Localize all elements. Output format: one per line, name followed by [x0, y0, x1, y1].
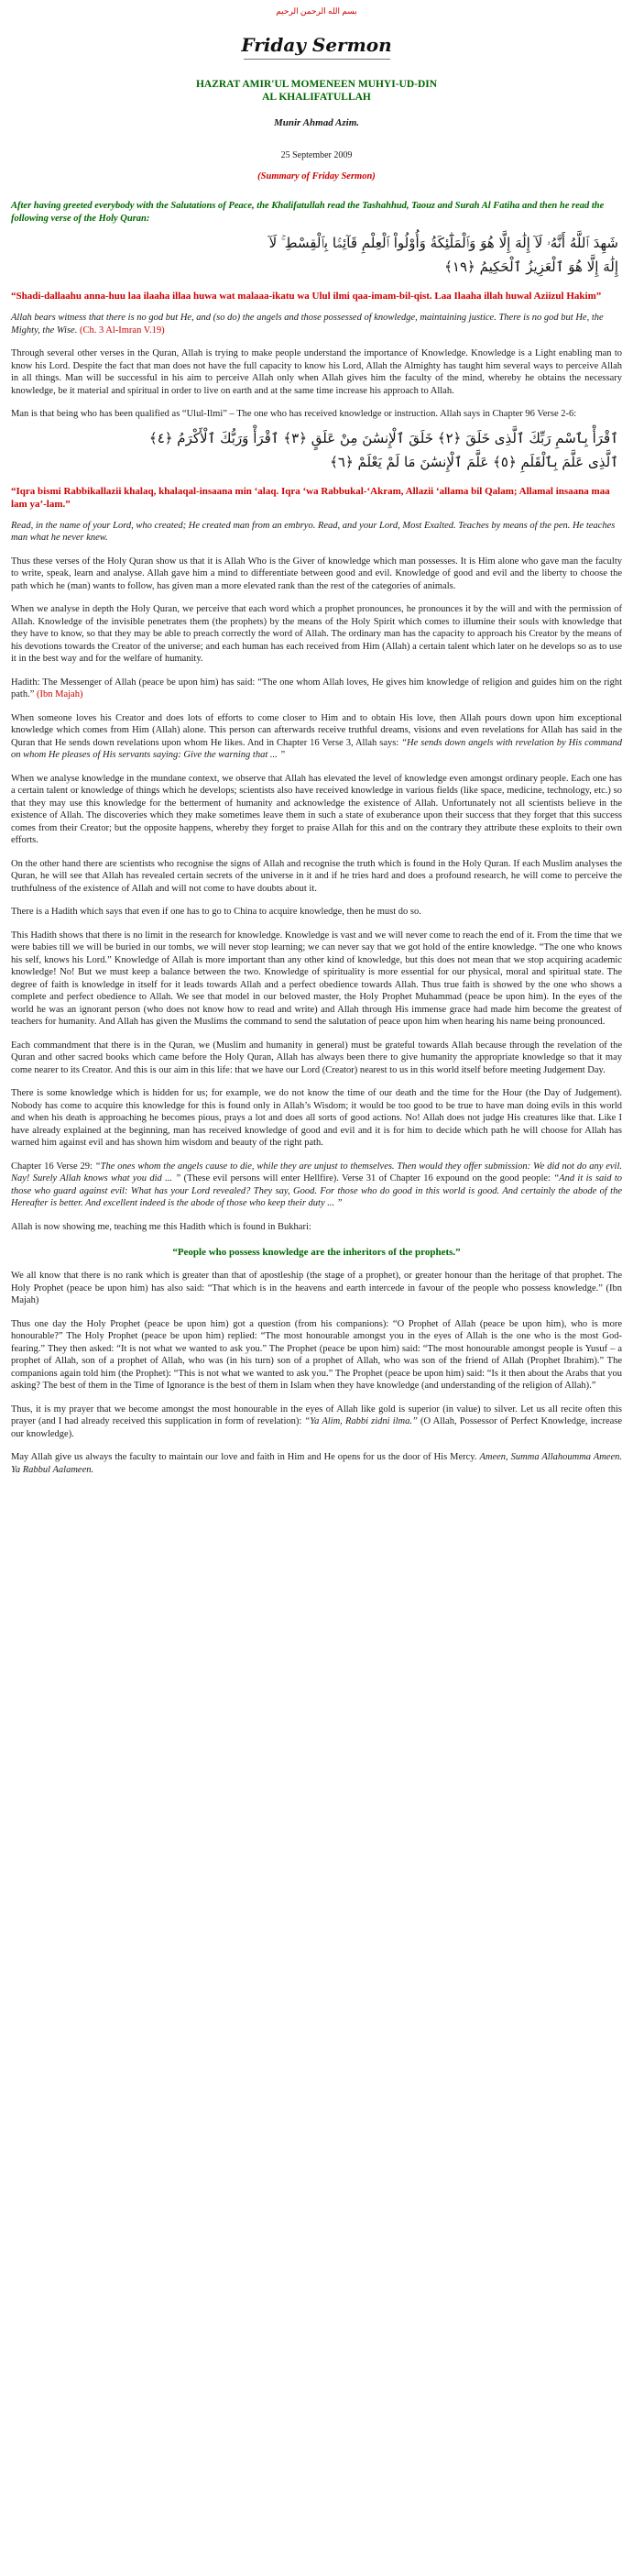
intro-paragraph: After having greeted everybody with the Salutations of Peace, the Khalifatullah read the Tashahhud, Taouz and Surah Al Fatiha and then he read the following verse of the Holy Quran:	[11, 201, 605, 224]
paragraph-13-middle: (These evil persons will enter Hellfire). Verse 31 of Chapter 16 expound on the good people:	[183, 1173, 551, 1183]
paragraph-6-quote: “He sends down angels with revelation by His command on whom He pleases of His servants saying: Give the warning that ... ”	[11, 737, 622, 760]
paragraph-18-text: May Allah give us always the faculty to maintain our love and faith in Him and He opens for us the door of His Mercy.	[11, 1452, 477, 1462]
paragraph-7: When we analyse knowledge in the mundane context, we observe that Allah has elevated the level of knowledge even amongst ordinary people. Each one has a certain talent or knowledge of things which he develops; scientists also have received knowledge in various fields (like space, medicine, technology, etc.) so that they may use this knowledge for the betterment of humanity and acknowledge the existence of Allah. Unfortunately not all scientists believe in the existence of Allah. The discoveries which they make sometimes leave them in such a state of exuberance upon their success that they forget that this success comes from their Creator; but the opposite happens, whereby they forget to praise Allah for this and on the contrary they attribute these exploits to their own efforts.	[11, 773, 622, 845]
paragraph-9: There is a Hadith which says that even if one has to go to China to acquire knowledge, then he must do so.	[11, 907, 421, 917]
paragraph-18	[11, 1451, 622, 1476]
paragraph-15: We all know that there is no rank which is greater than that of apostleship (the stage of a prophet), or greater honour than the heritage of that prophet. The Holy Prophet (peace be upon him) has also said: “That which is in the heavens and earth intercede in favour of the people who possess knowledge.” (Ibn Majah)	[11, 1271, 622, 1305]
bismillah: بسم الله الرحمن الرحيم	[276, 6, 357, 16]
paragraph-5-reference: (Ibn Majah)	[37, 689, 83, 699]
paragraph-13	[11, 1161, 622, 1210]
paragraph-16: Thus one day the Holy Prophet (peace be upon him) got a question (from his companions): “O Prophet of Allah (peace be upon him), who is more honourable?” The Holy Prophet (peace be upon him) replied: “The most honourable amongst you in the eyes of Allah is the one who is the most God-fearing.” They then asked: “It is not what we wanted to ask you.” The Prophet (peace be upon him) said: “The most honourable amongst people is Yusuf – a prophet of Allah, son of a prophet of Allah, who was (in his turn) son of a prophet of Allah, who was son of the friend of Allah (Prophet Ibrahim).” The companions again told him (the Prophet): “This is not what we wanted to ask you.” The Prophet (peace be upon him) said: “Is it then about the Arabs that you asking? The best of them in the Time of Ignorance is the best of them in Islam when they have knowledge (and understanding of the religion of Allah).”	[11, 1318, 622, 1391]
sermon-date: 25 September 2009	[280, 150, 353, 160]
paragraph-13-quote-2: “And it is said to those who guard against evil: What has your Lord revealed? They say, Good. For those who do good in this world is good. And certainly the abode of the Hereafter is better. And excellent indeed is the abode of those who keep their duty ... ”	[11, 1173, 623, 1208]
paragraph-12: There is some knowledge which is hidden for us; for example, we do not know the time of our death and the time for the Hour (the Day of Judgement). Nobody has come to acquire this knowledge for this is found only in Allah’s Wisdom; it would be too good to be true to have man doing evils in this world and when his death is approaching he becomes pious, prays a lot and does all sorts of good actions. No! Allah does not judge His creatures like that. Like I have already explained at the beginning, man has received knowledge of good and evil and it is for him to decide which path he will choose for Allah has warned him against evil and has shown him wisdom and beauty of the right path.	[11, 1088, 622, 1148]
speaker-name: Munir Ahmad Azim.	[273, 117, 360, 128]
verse-2-arabic	[15, 426, 618, 474]
paragraph-5	[11, 677, 622, 701]
author-line-2: AL KHALIFATULLAH	[262, 92, 371, 103]
author-heading	[11, 78, 622, 104]
paragraph-17-tail: (O Allah, Possessor of Perfect Knowledge, increase our knowledge).	[11, 1416, 623, 1439]
paragraph-5-text: Hadith: The Messenger of Allah (peace be upon him) has said: “The one whom Allah loves, He gives him knowledge of religion and guides him on the right path.”	[11, 677, 622, 699]
verse-1-arabic-line-2: إِلَٰهَ إِلَّا هُوَ ٱلْعَزِيزُ ٱلْحَكِيمُ ﴿١٩﴾	[444, 259, 618, 275]
paragraph-18-closing: Ameen, Summa Allahoumma Ameen. Ya Rabbul Aalameen.	[11, 1452, 623, 1475]
paragraph-8: On the other hand there are scientists who recognise the signs of Allah and recognise the truth which is found in the Holy Quran. If each Muslim analyses the Quran, he will see that Allah has revealed certain secrets of the universe in it and if he tries hard and does a profound research, he will come to perceive the truthfulness of the existence of Allah and will not come to have doubts about it.	[11, 858, 622, 894]
author-line-1: HAZRAT AMIR'UL MOMENEEN MUHYI-UD-DIN	[195, 79, 438, 90]
verse-1-arabic-line-1: شَهِدَ ٱللَّهُ أَنَّهُۥ لَآ إِلَٰهَ إِلَّا هُوَ وَٱلْمَلَٰٓئِكَةُ وَأُوْلُواْ ٱلْعِلْمِ قَآئِمَۢا بِٱلْقِسْطِ ۚ لَآ	[268, 235, 618, 251]
paragraph-17	[11, 1404, 622, 1441]
paragraph-14: Allah is now showing me, teaching me this Hadith which is found in Bukhari:	[11, 1221, 311, 1232]
paragraph-13-lead: Chapter 16 Verse 29:	[11, 1161, 93, 1172]
verse-1-reference: (Ch. 3 Al-Imran V.19)	[79, 325, 165, 336]
summary-label: (Summary of Friday Sermon)	[257, 171, 376, 182]
verse-1-transliteration: “Shadi-dallaahu anna-huu laa ilaaha illaa huwa wat malaaa-ikatu wa Ulul ilmi qaa-imam-bil-qist. Laa Ilaaha illah huwal Aziizul Hakim”	[11, 291, 602, 302]
paragraph-10: This Hadith shows that there is no limit in the research for knowledge. Knowledge is vast and we will never come to reach the end of it. From the time that we were babies till we will be buried in our tombs, we will never stop learning; we can never say that we got hold of the entire knowledge. “The one who knows his self, knows his Lord.” Knowledge of Allah is more important than any other kind of knowledge, but this does not mean that we stop acquiring academic knowledge! No! But we must keep a balance between the two. Knowledge of spirituality is more essential for our physical, moral and spiritual state. The degree of faith is knowledge in itself for it leads towards Allah and a perfect obedience towards Allah. Thus true faith is showed by the one who shows a complete and perfect obedience to Allah. We see that model in our beloved master, the Holy Prophet Muhammad (peace be upon him). In the eyes of the world he was an ignorant person (who does not know how to read and write) and Allah through His immense grace had made him become the greatest of teachers for humanity. And Allah has given the Muslims the command to send the salutation of peace upon him when hearing his name being pronounced.	[11, 930, 622, 1027]
paragraph-3: Thus these verses of the Holy Quran show us that it is Allah Who is the Giver of knowledge which man possesses. It is Him alone who gave man the faculty to write, speak, learn and analyse. Allah gave him a mind to differentiate between good and evil. Knowledge of good and evil and the liberty to choose the path which he (man) wants to follow, has given man a more elevated rank than the rest of the categories of animals.	[11, 556, 622, 591]
sermon-title: Friday Sermon	[241, 34, 392, 56]
paragraph-6	[11, 712, 622, 762]
paragraph-6-text: When someone loves his Creator and does lots of efforts to come closer to Him and to obtain His love, then Allah pours down upon him exceptional knowledge which comes from Him (Allah) alone. This person can afterwards receive truthful dreams, visions and even revelations for Allah has said in the Quran that He sends down revelations upon whom He likes. And in Chapter 16 Verse 3, Allah says:	[11, 712, 622, 748]
paragraph-17-text: Thus, it is my prayer that we become amongst the most honourable in the eyes of Allah like gold is superior (in value) to silver. Let us all recite often this prayer (and I had already received this supplication in form of revelation):	[11, 1404, 622, 1426]
paragraph-1: Through several other verses in the Quran, Allah is trying to make people understand the importance of Knowledge. Knowledge is a Light enabling man to know his Lord. Despite the fact that man does not have the full capacity to know his Lord, Allah the Almighty has taught him several ways to perceive Allah in all things. Man will be successful in his aim to perceive Allah only when Allah gives him the faculty of the mind, whereby he obtains the necessary knowledge, be it material and spiritual in order to live on earth and at the same time increase his approach to Allah.	[11, 348, 622, 396]
verse-2-arabic-line-1: ٱقْرَأْ بِٱسْمِ رَبِّكَ ٱلَّذِى خَلَقَ ﴿٢﴾ خَلَقَ ٱلْإِنسَٰنَ مِنْ عَلَقٍ ﴿٣﴾ ٱقْرَأْ وَرَبُّكَ ٱلْأَكْرَمُ ﴿٤﴾	[148, 429, 618, 446]
paragraph-17-prayer: “Ya Alim, Rabbi zidni ilma.”	[304, 1416, 418, 1426]
title-underline	[244, 59, 390, 60]
paragraph-2: Man is that being who has been qualified as “Ulul-Ilmi” – The one who has received knowledge or instruction. Allah says in Chapter 96 Verse 2-6:	[11, 409, 577, 419]
verse-1-translation	[11, 312, 622, 336]
hadith-heading: “People who possess knowledge are the inheritors of the prophets.”	[172, 1247, 461, 1258]
paragraph-4: When we analyse in depth the Holy Quran, we perceive that each word which a prophet pronounces, he pronounces it by the will and with the permission of Allah. Knowledge of the invisible penetrates them (the prophets) by the means of the Holy Spirit which comes to illumine their souls with knowledge that they have to know, so that they may be able to preach correctly the word of Allah. The ordinary man has the capacity to approach his Creator by the means of his devotions towards the Creator of the universe; and each human has each received from Him (Allah) a certain talent which later on he develops so as to use it in the best way and for the welfare of humanity.	[11, 604, 622, 664]
verse-2-transliteration: “Iqra bismi Rabbikallazii khalaq, khalaqal-insaana min ‘alaq. Iqra ‘wa Rabbukal-‘Akram, Allazii ‘allama bil Qalam; Allamal insaana maa lam ya’-lam.”	[11, 485, 610, 510]
verse-2-arabic-line-2: ٱلَّذِى عَلَّمَ بِٱلْقَلَمِ ﴿٥﴾ عَلَّمَ ٱلْإِنسَٰنَ مَا لَمْ يَعْلَمْ ﴿٦﴾	[330, 453, 618, 470]
verse-1-translation-text: Allah bears witness that there is no god but He, and (so do) the angels and those possessed of knowledge, maintaining justice. There is no god but He, the Mighty, the Wise.	[11, 313, 604, 336]
paragraph-13-quote-1: “The ones whom the angels cause to die, while they are unjust to themselves. Then would they offer submission: We did not do any evil. Nay! Surely Allah knows what you did ... ”	[11, 1161, 623, 1183]
paragraph-11: Each commandment that there is in the Quran, we (Muslim and humanity in general) must be grateful towards Allah because through the revelation of the Quran and other sacred books which came before the Holy Quran, Allah has always been there to give humanity the appropriate knowledge so that it may come nearer to its Creator. And this is our aim in this life: that we have our Lord (Creator) nearest to us in this world itself before meeting Judgement Day.	[11, 1040, 622, 1075]
verse-2-translation: Read, in the name of your Lord, who created; He created man from an embryo. Read, and your Lord, Most Exalted. Teaches by means of the pen. He teaches man what he never knew.	[11, 520, 616, 543]
verse-1-arabic	[15, 231, 618, 279]
